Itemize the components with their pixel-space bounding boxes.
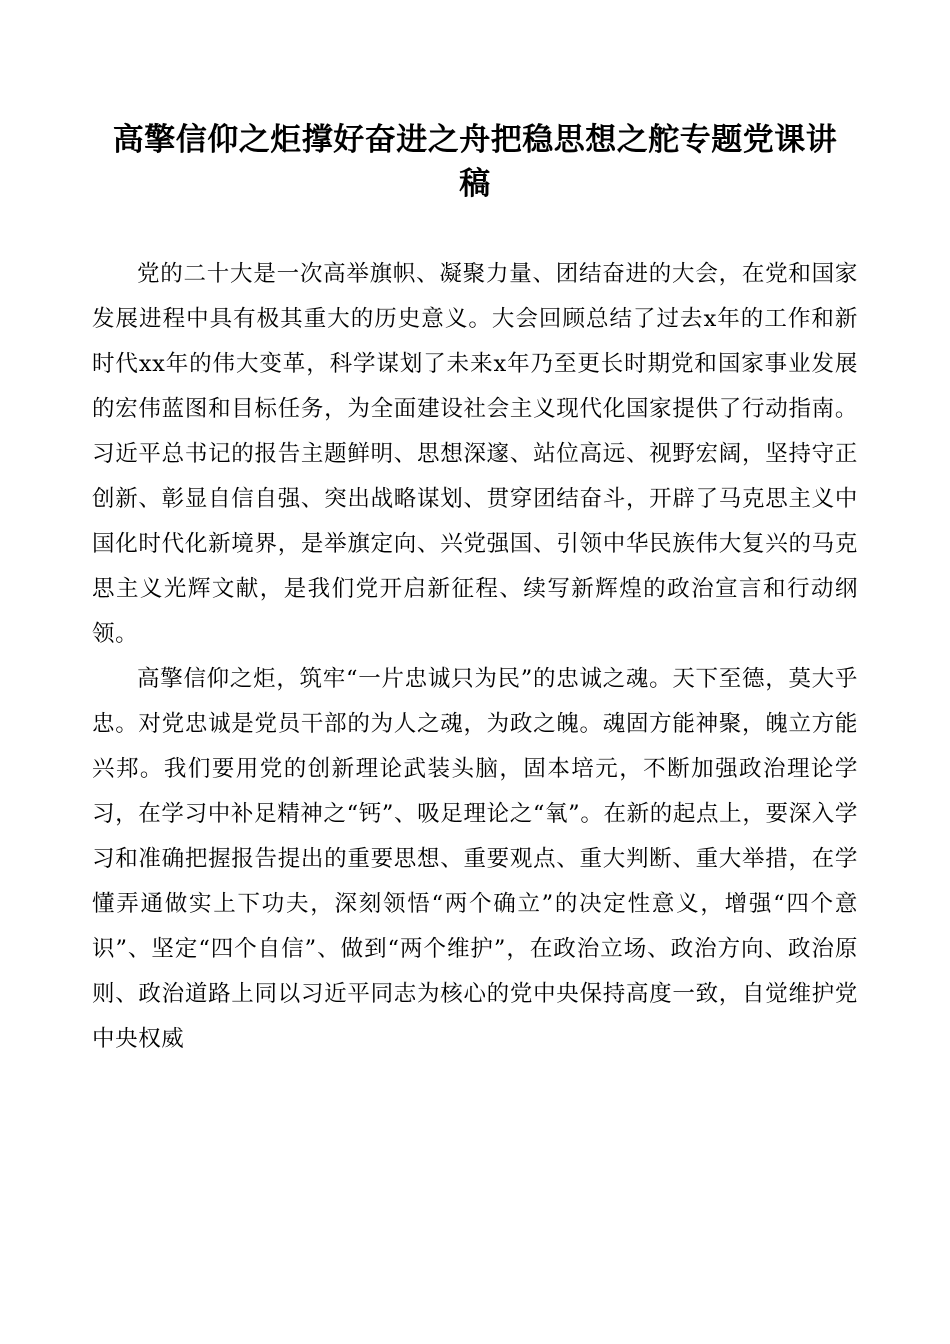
page-title: 高擎信仰之炬撑好奋进之舟把稳思想之舵专题党课讲稿: [112, 122, 838, 203]
document-body: [92, 252, 858, 1062]
paragraph: 高擎信仰之炬，筑牢“一片忠诚只为民”的忠诚之魂。天下至德，莫大乎忠。对党忠诚是党员干部的为人之魂，为政之魄。魂固方能神聚，魄立方能兴邦。我们要用党的创新理论武装头脑，固本培元，不断加强政治理论学习，在学习中补足精神之“钙”、吸足理论之“氧”。在新的起点上，要深入学习和准确把握报告提出的重要思想、重要观点、重大判断、重大举措，在学懂弄通做实上下功夫，深刻领悟“两个确立”的决定性意义，增强“四个意识”、坚定“四个自信”、做到“两个维护”，在政治立场、政治方向、政治原则、政治道路上同以习近平同志为核心的党中央保持高度一致，自觉维护党中央权威: [92, 666, 858, 1053]
paragraph: 党的二十大是一次高举旗帜、凝聚力量、团结奋进的大会，在党和国家发展进程中具有极其重大的历史意义。大会回顾总结了过去x年的工作和新时代xx年的伟大变革，科学谋划了未来x年乃至更长时期党和国家事业发展的宏伟蓝图和目标任务，为全面建设社会主义现代化国家提供了行动指南。习近平总书记的报告主题鲜明、思想深邃、站位高远、视野宏阔，坚持守正创新、彰显自信自强、突出战略谋划、贯穿团结奋斗，开辟了马克思主义中国化时代化新境界，是举旗定向、兴党强国、引领中华民族伟大复兴的马克思主义光辉文献，是我们党开启新征程、续写新辉煌的政治宣言和行动纲领。: [92, 261, 858, 648]
